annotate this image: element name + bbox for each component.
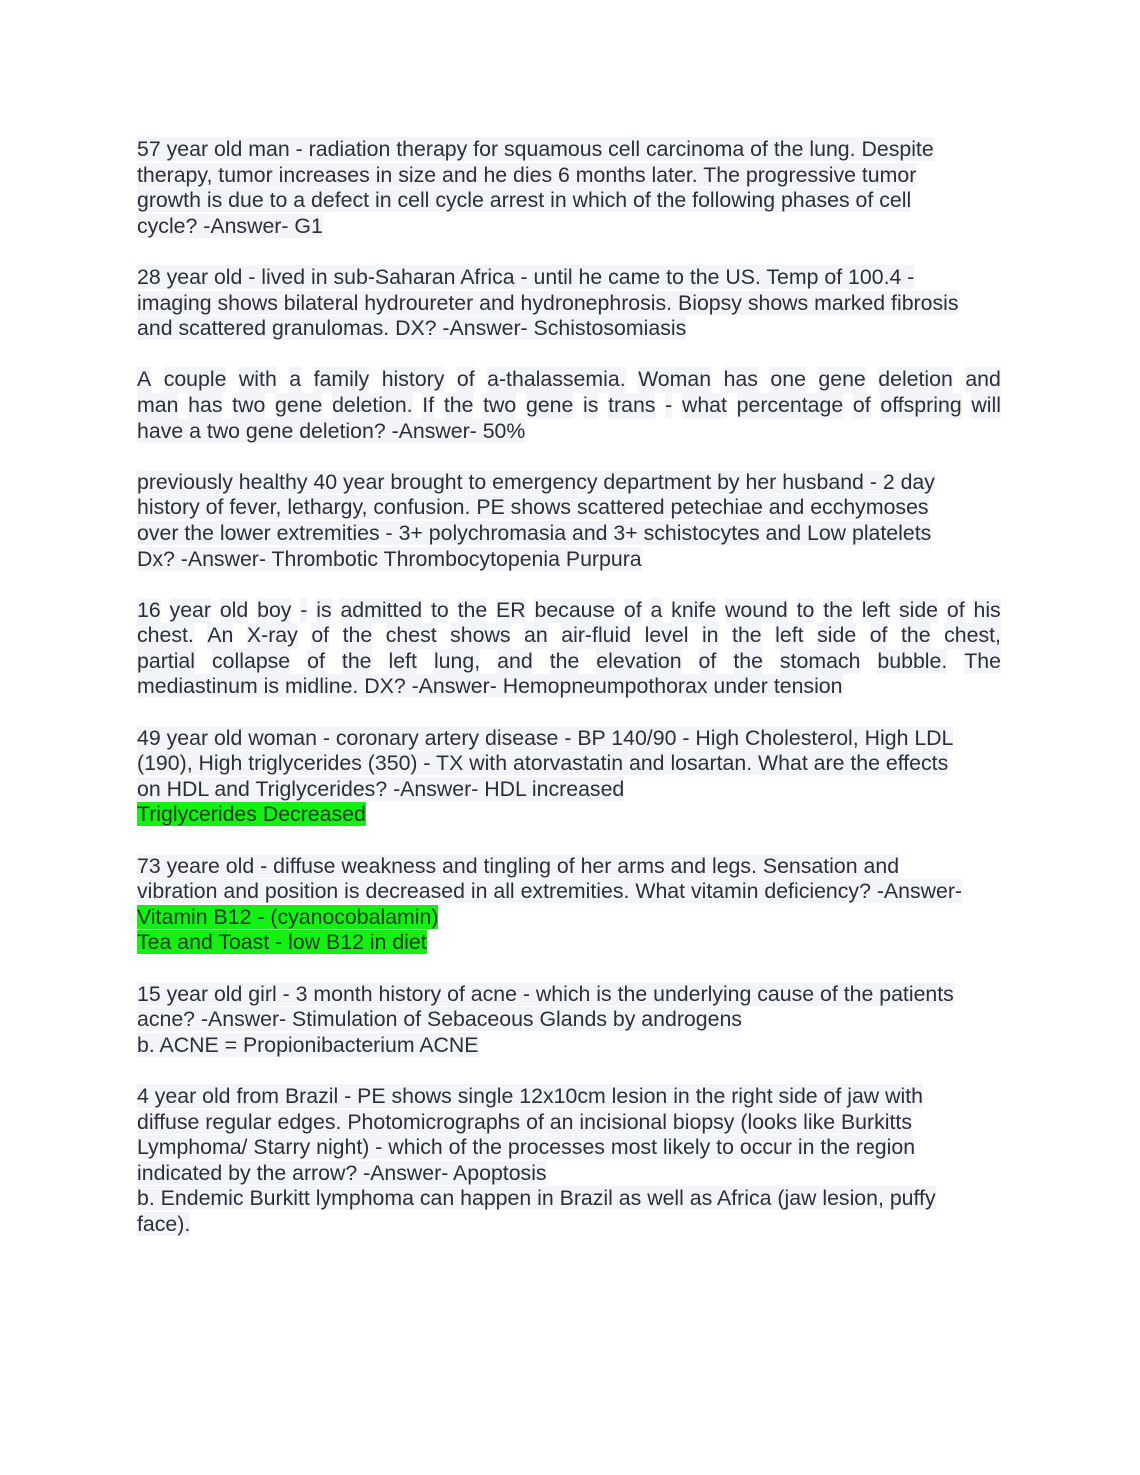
word: a <box>289 367 302 392</box>
text-line: Dx? -Answer- Thrombotic Thrombocytopenia Purpura <box>137 546 642 571</box>
word: couple <box>163 367 227 392</box>
word: his <box>973 597 1001 622</box>
word: shows <box>450 623 511 648</box>
text-line: face). <box>137 1211 191 1236</box>
word: deletion. <box>332 392 413 417</box>
text-line <box>137 393 1001 419</box>
word: to <box>430 597 449 622</box>
text-line: history of fever, lethargy, confusion. PE shows scattered petechiae and ecchymoses <box>137 495 929 520</box>
text-line: over the lower extremities - 3+ polychromasia and 3+ schistocytes and Low platelets <box>137 520 932 545</box>
word: - <box>300 597 308 622</box>
document-page <box>137 137 1001 1263</box>
word: stomach <box>779 648 861 673</box>
word: of <box>869 623 888 648</box>
word: Woman <box>638 367 712 392</box>
text-line: 49 year old woman - coronary artery disease - BP 140/90 - High Cholesterol, High LDL <box>137 725 954 750</box>
word: with <box>238 367 277 392</box>
word: what <box>681 392 727 417</box>
word: left <box>861 597 891 622</box>
text-line: imaging shows bilateral hydroureter and hydronephrosis. Biopsy shows marked fibrosis <box>137 290 959 315</box>
word: side <box>898 597 939 622</box>
question-3 <box>137 367 1001 444</box>
text-line <box>137 623 1001 649</box>
word: If <box>422 392 435 417</box>
text-line: cycle? -Answer- G1 <box>137 213 323 238</box>
text-line: b. Endemic Burkitt lymphoma can happen in Brazil as well as Africa (jaw lesion, puffy <box>137 1186 936 1211</box>
word: chest, <box>944 623 1001 648</box>
text-line: previously healthy 40 year brought to emergency department by her husband - 2 day <box>137 469 935 494</box>
word: the <box>733 648 763 673</box>
word: The <box>964 648 1001 673</box>
highlighted-answer: Vitamin B12 - (cyanocobalamin) <box>137 904 439 929</box>
word: the <box>341 648 372 673</box>
word: wound <box>725 597 788 622</box>
word: two <box>232 392 266 417</box>
word: level <box>644 623 689 648</box>
word: - <box>665 392 673 417</box>
text-line: 57 year old man - radiation therapy for squamous cell carcinoma of the lung. Despite <box>137 137 934 161</box>
word: of <box>456 367 475 392</box>
word: family <box>313 367 370 392</box>
word: of <box>311 623 330 648</box>
word: air-fluid <box>561 623 632 648</box>
text-line: acne? -Answer- Stimulation of Sebaceous Glands by androgens <box>137 1007 742 1032</box>
word: An <box>207 623 234 648</box>
word: of <box>698 648 717 673</box>
word: of <box>852 392 871 417</box>
highlighted-answer: Tea and Toast - low B12 in diet <box>137 930 427 955</box>
word: because <box>534 597 616 622</box>
text-line: 28 year old - lived in sub-Saharan Africa - until he came to the US. Temp of 100.4 - <box>137 264 915 289</box>
word: of <box>946 597 965 622</box>
word: of <box>623 597 642 622</box>
word: two <box>483 392 517 417</box>
word: is <box>316 597 332 622</box>
text-line: have a two gene deletion? -Answer- 50% <box>137 418 526 443</box>
question-9 <box>137 1084 1001 1238</box>
text-line: indicated by the arrow? -Answer- Apoptosis <box>137 1160 547 1185</box>
word: in <box>701 623 719 648</box>
text-line <box>137 367 1001 393</box>
word: 16 <box>137 597 161 622</box>
word: history <box>381 367 445 392</box>
word: a <box>650 597 663 622</box>
word: the <box>443 392 474 417</box>
word: the <box>823 597 853 622</box>
word: an <box>524 623 548 648</box>
text-line: therapy, tumor increases in size and he dies 6 months later. The progressive tumor <box>137 162 917 187</box>
text-line: b. ACNE = Propionibacterium ACNE <box>137 1032 479 1057</box>
word: old <box>219 597 249 622</box>
word: side <box>817 623 857 648</box>
text-line: 73 yeare old - diffuse weakness and tingling of her arms and legs. Sensation and <box>137 853 900 878</box>
word: bubble. <box>877 648 948 673</box>
word: chest. <box>137 623 194 648</box>
word: offspring <box>880 392 962 417</box>
word: and <box>965 367 1001 392</box>
word: gene <box>275 392 323 417</box>
word: left <box>775 623 804 648</box>
word: the <box>549 648 580 673</box>
word: gene <box>818 367 866 392</box>
word: gene <box>525 392 574 417</box>
word: the <box>342 623 373 648</box>
word: one <box>770 367 806 392</box>
word: lung, <box>433 648 481 673</box>
text-line: 4 year old from Brazil - PE shows single 12x10cm lesion in the right side of jaw with <box>137 1083 923 1108</box>
word: the <box>457 597 488 622</box>
text-line: (190), High triglycerides (350) - TX with atorvastatin and losartan. What are the effects <box>137 751 949 776</box>
question-4 <box>137 470 1001 572</box>
word: elevation <box>596 648 682 673</box>
question-1 <box>137 137 1001 239</box>
text-line: Lymphoma/ Starry night) - which of the processes most likely to occur in the region <box>137 1135 916 1160</box>
text-line: growth is due to a defect in cell cycle arrest in which of the following phases of cell <box>137 188 912 213</box>
word: has <box>188 392 223 417</box>
question-6 <box>137 726 1001 828</box>
text-line: vibration and position is decreased in all extremities. What vitamin deficiency? -Answer- <box>137 879 963 904</box>
word: is <box>583 392 599 417</box>
word: will <box>971 392 1001 417</box>
text-line: mediastinum is midline. DX? -Answer- Hemopneumpothorax under tension <box>137 674 843 699</box>
word: the <box>900 623 931 648</box>
word: boy <box>257 597 292 622</box>
text-line <box>137 598 1001 624</box>
text-line: and scattered granulomas. DX? -Answer- Schistosomiasis <box>137 316 687 341</box>
question-2 <box>137 265 1001 342</box>
word: man <box>137 392 179 417</box>
word: chest <box>385 623 437 648</box>
word: ER <box>496 597 526 622</box>
question-8 <box>137 982 1001 1059</box>
text-line <box>137 649 1001 675</box>
word: has <box>723 367 758 392</box>
highlighted-answer: Triglycerides Decreased <box>137 802 366 827</box>
word: admitted <box>340 597 423 622</box>
word: year <box>169 597 211 622</box>
word: to <box>796 597 815 622</box>
word: and <box>497 648 533 673</box>
text-line: diffuse regular edges. Photomicrographs of an incisional biopsy (looks like Burkitts <box>137 1109 912 1134</box>
word: X-ray <box>246 623 298 648</box>
word: knife <box>671 597 717 622</box>
question-5 <box>137 598 1001 700</box>
word: partial <box>137 648 196 673</box>
word: collapse <box>212 648 291 673</box>
word: left <box>388 648 417 673</box>
word: of <box>307 648 325 673</box>
word: deletion <box>878 367 953 392</box>
word: a-thalassemia. <box>487 367 626 392</box>
word: the <box>732 623 762 648</box>
text-line: on HDL and Triglycerides? -Answer- HDL increased <box>137 776 625 801</box>
text-line: 15 year old girl - 3 month history of acne - which is the underlying cause of the patients <box>137 981 954 1006</box>
question-7 <box>137 854 1001 956</box>
word: A <box>137 367 152 392</box>
word: trans <box>608 392 656 417</box>
word: percentage <box>736 392 844 417</box>
